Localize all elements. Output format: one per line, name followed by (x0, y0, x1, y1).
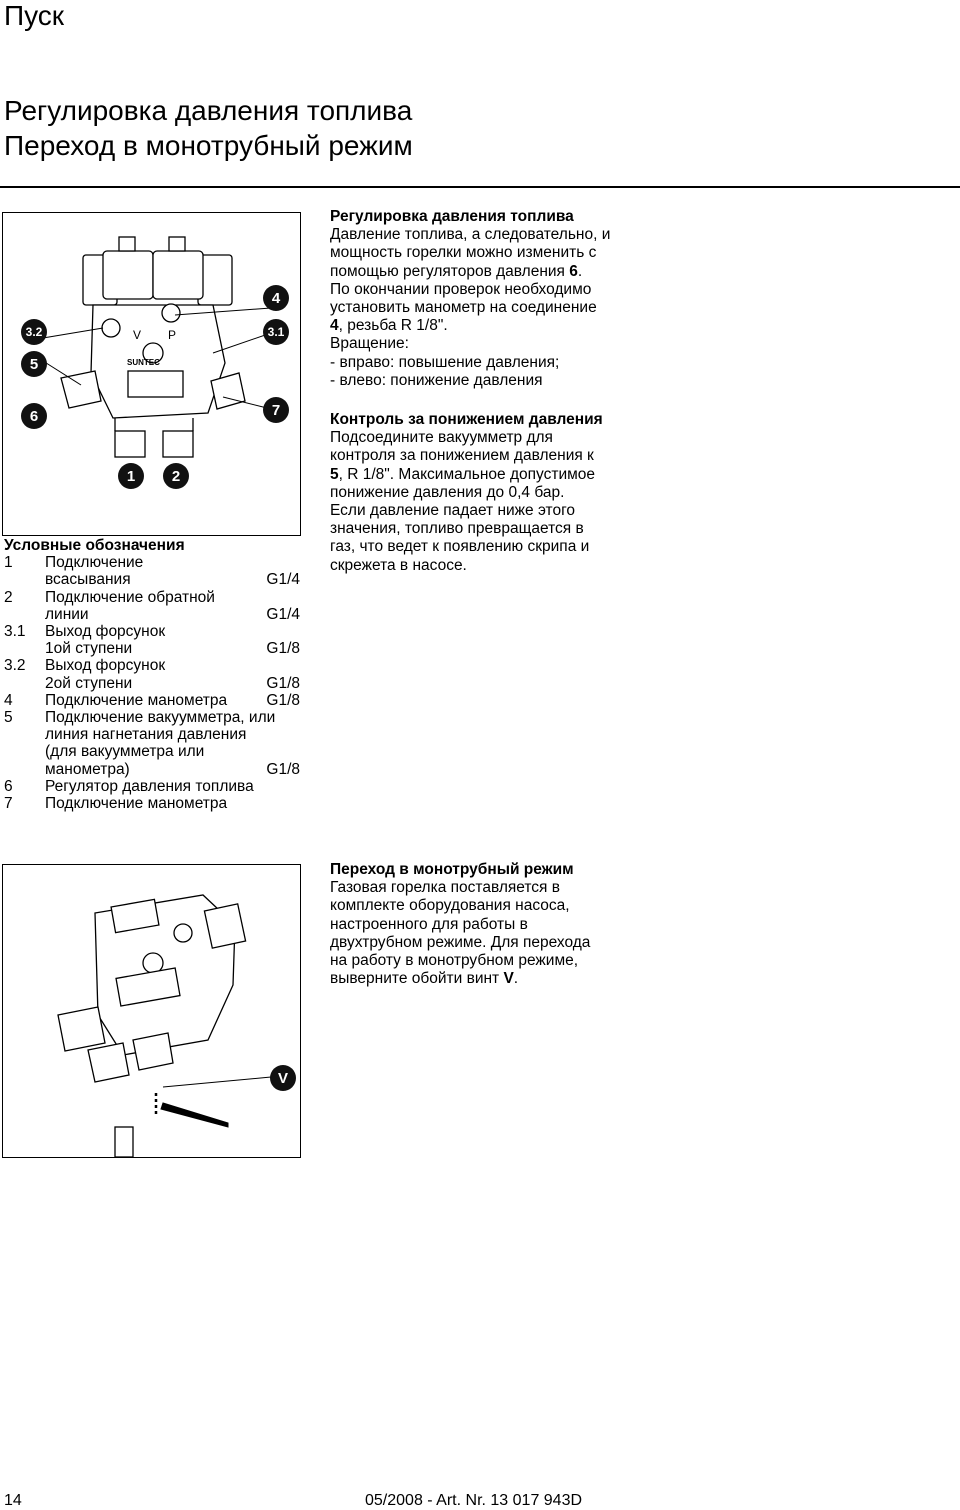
legend-item: 1 Подключение всасывания G1/4 (4, 554, 300, 589)
callout-6: 6 (21, 403, 47, 429)
callout-4: 4 (263, 285, 289, 311)
vacuum-control-section: Контроль за понижением давления Подсоедините вакуумметр для контроля за понижением давления к 5, R 1/8". Максимальное допустимое понижение давления до 0,4 бар. Если давление падает ниже этого значения, топливо превращается в газ, что ведет к появлению скрипа и скрежета в насосе. (330, 411, 630, 575)
callout-7: 7 (263, 397, 289, 423)
legend-item: 7 Подключение манометра (4, 795, 228, 813)
mono-pipe-section: Переход в монотрубный режим Газовая горелка поставляется в комплекте оборудования насоса, настроенного для работы в двухтрубном режиме. Для перехода на работу в монотрубном режиме, выверните обойти винт V. (330, 861, 630, 988)
legend-item: 6 Регулятор давления топлива (4, 777, 254, 795)
legend-title: Условные обозначения (4, 537, 185, 554)
legend-item: 2 Подключение обратной линии G1/4 (4, 588, 300, 623)
callout-3-2: 3.2 (21, 319, 47, 345)
pump-v-label: V (133, 328, 142, 342)
callout-2: 2 (163, 463, 189, 489)
page-title-line-1: Регулировка давления топлива (4, 95, 413, 126)
legend (4, 537, 300, 812)
pump-illustration (3, 213, 300, 535)
pump-brand-label: SUNTEC (127, 358, 160, 367)
legend-item: 5 Подключение вакуумметра, или линия нагнетания давления (для вакуумметра или манометра) G1/8 (4, 709, 300, 778)
legend-item: 4 Подключение манометра G1/8 (4, 691, 300, 709)
header-divider (0, 186, 960, 188)
section-title: Пуск (4, 0, 65, 31)
pump-connections-figure (2, 212, 301, 536)
callout-5: 5 (21, 351, 47, 377)
pump-screw-illustration (3, 865, 300, 1157)
document-reference: 05/2008 - Art. Nr. 13 017 943D (365, 1492, 583, 1509)
mono-pipe-figure (2, 864, 301, 1158)
page-number: 14 (4, 1492, 22, 1509)
pressure-adjust-section: Регулировка давления топлива Давление топлива, а следовательно, и мощность горелки можно изменить с помощью регуляторов давления 6. По окончании проверок необходимо установить манометр на соединение 4, резьба R 1/8". Вращение: - вправо: повышение давления; - влево: понижение давления (330, 208, 630, 390)
pump-p-label: P (168, 328, 177, 342)
callout-v: V (270, 1065, 296, 1091)
legend-item: 3.2 Выход форсунок 2ой ступени G1/8 (4, 657, 300, 692)
page-title-line-2: Переход в монотрубный режим (4, 130, 413, 161)
vacuum-control-heading: Контроль за понижением давления (330, 411, 603, 428)
page-title (4, 93, 413, 163)
pressure-adjust-heading: Регулировка давления топлива (330, 208, 574, 225)
mono-pipe-heading: Переход в монотрубный режим (330, 861, 574, 878)
legend-item: 3.1 Выход форсунок 1ой ступени G1/8 (4, 623, 300, 658)
callout-1: 1 (118, 463, 144, 489)
callout-3-1: 3.1 (263, 319, 289, 345)
